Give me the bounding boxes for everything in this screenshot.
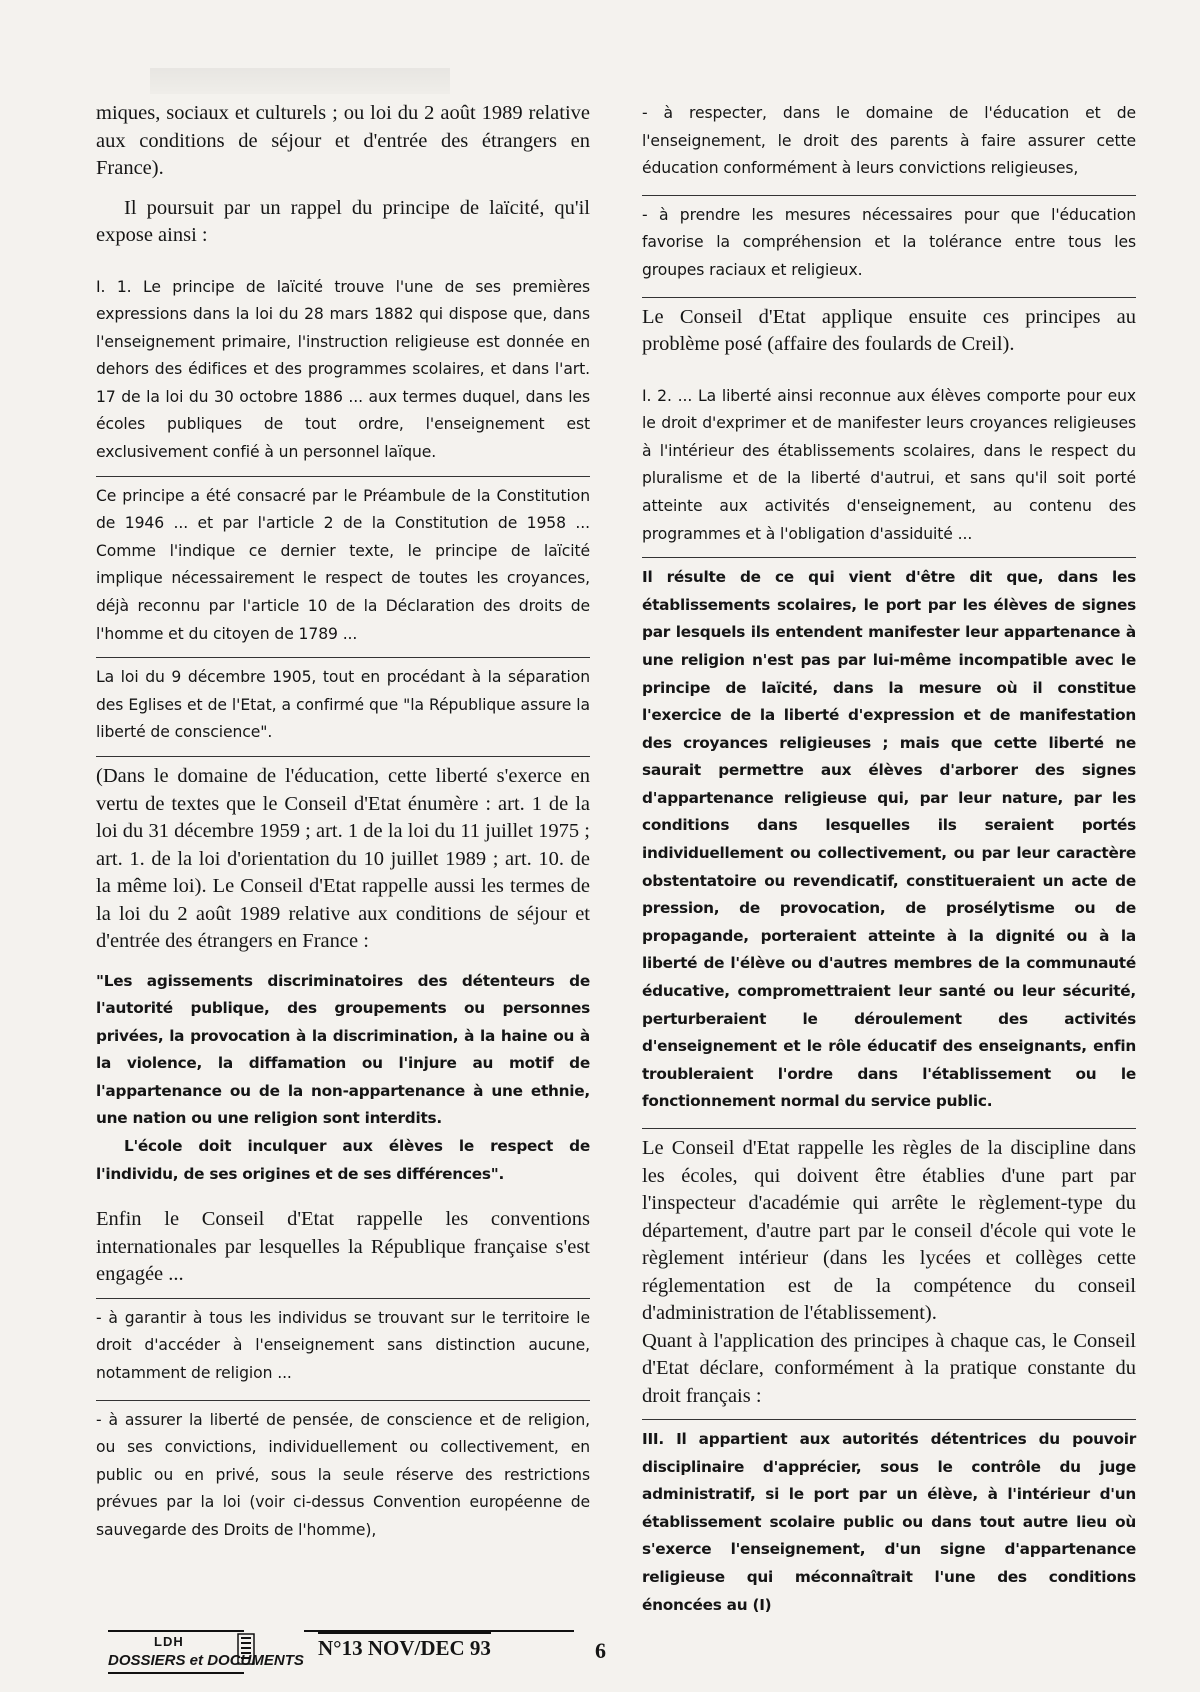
paragraph: (Dans le domaine de l'éducation, cette liberté s'exerce en vertu de textes que le Conseil d'Etat énumère : art. 1 de la loi du 31 décembre 1959 ; art. 1 de la loi du 11 juillet 1975 ; art. 1. de la loi d'orientation du 10 juillet 1989 ; art. 10. de la même loi). Le Conseil d'Etat rappelle aussi les termes de la loi du 2 août 1989 relative aux conditions de séjour et d'entrée des étrangers en France : [96,756,590,956]
bold-quote: "Les agissements discriminatoires des détenteurs de l'autorité publique, des groupements ou personnes privées, la provocation à la discrimination, à la haine ou à la violence, la diffamation ou l'injure au motif de l'appartenance ou de la non-appartenance à une ethnie, une nation ou une religion sont interdits. [96,971,590,1128]
list-item: - à prendre les mesures nécessaires pour que l'éducation favorise la compréhension et la tolérance entre tous les groupes raciaux et religieux. [642,195,1136,285]
quote-paragraph: La loi du 9 décembre 1905, tout en procédant à la séparation des Eglises et de l'Etat, a confirmé que "la République assure la liberté de conscience". [96,657,590,747]
paragraph: Quant à l'application des principes à chaque cas, le Conseil d'Etat déclare, conformément à la pratique constante du droit français : [642,1329,1136,1407]
logo-text: LDH [154,1634,184,1649]
paragraph: Le Conseil d'Etat rappelle les règles de la discipline dans les écoles, qui doivent être établies d'une part par l'inspecteur d'académie qui arrête le règlement-type du département, d'autre part par le conseil d'école qui vote le règlement intérieur (dans les lycées et collèges cette réglementation est de la compétence du conseil d'administration de l'établissement). [642,1128,1136,1328]
left-column [96,100,590,1545]
list-item: - à garantir à tous les individus se trouvant sur le territoire le droit d'accéder à l'enseignement sans distinction aucune, notamment de religion ... [96,1298,590,1388]
series-title: DOSSIERS et DOCUMENTS [108,1652,304,1669]
paragraph: miques, sociaux et culturels ; ou loi du 2 août 1989 relative aux conditions de séjour et d'entrée des étrangers en France). [96,102,590,179]
quote-paragraph: I. 1. Le principe de laïcité trouve l'une de ses premières expressions dans la loi du 28 mars 1882 qui dispose que, dans l'enseignement primaire, l'instruction religieuse est donnée en dehors des édifices et des programmes scolaires, et dans l'art. 17 de la loi du 30 octobre 1886 ... aux termes duquel, dans les écoles publiques de tout ordre, l'enseignement est exclusivement confié à un personnel laïque. [96,277,590,462]
list-item: - à assurer la liberté de pensée, de conscience et de religion, ou ses convictions, individuellement ou collectivement, en public ou en privé, sous la seule réserve des restrictions prévues par la loi (voir ci-dessus Convention européenne de sauvegarde des Droits de l'homme), [96,1400,590,1545]
right-column [642,100,1136,1619]
list-item: - à respecter, dans le domaine de l'éducation et de l'enseignement, le droit des parents à faire assurer cette éducation conformément à leurs convictions religieuses, [642,104,1136,178]
paragraph: Le Conseil d'Etat applique ensuite ces principes au problème posé (affaire des foulards de Creil). [642,297,1136,359]
paragraph: Enfin le Conseil d'Etat rappelle les conventions internationales par lesquelles la République française s'est engagée ... [96,1208,590,1286]
issue-label: N°13 NOV/DEC 93 [318,1632,491,1661]
show-through-heading [150,68,450,94]
emblem-icon [236,1632,256,1666]
paragraph: Il poursuit par un rappel du principe de laïcité, qu'il expose ainsi : [96,196,590,246]
bold-quote: L'école doit inculquer aux élèves le respect de l'individu, de ses origines et de ses différences". [96,1137,590,1183]
quote-paragraph: I. 2. ... La liberté ainsi reconnue aux élèves comporte pour eux le droit d'exprimer et de manifester leurs croyances religieuses à l'intérieur des établissements scolaires, dans le respect du pluralisme et de la liberté d'autrui, et sans qu'il soit porté atteinte aux activités d'enseignement, au contenu des programmes et à l'obligation d'assiduité ... [642,386,1136,543]
quote-paragraph: Ce principe a été consacré par le Préambule de la Constitution de 1946 ... et par l'article 2 de la Constitution de 1958 ... Comme l'indique ce dernier texte, le principe de laïcité implique nécessairement le respect de toutes les croyances, déjà reconnu par l'article 10 de la Déclaration des droits de l'homme et du citoyen de 1789 ... [96,476,590,649]
ldh-logo [108,1630,304,1674]
bold-quote: III. Il appartient aux autorités détentrices du pouvoir disciplinaire d'apprécier, sous le contrôle du juge administratif, si le port par un élève, à l'intérieur d'un établissement scolaire public ou dans tout autre lieu où s'exerce l'enseignement, d'un signe d'appartenance religieuse qui méconnaîtrait l'une des conditions énoncées au (I) [642,1419,1136,1619]
bold-quote: Il résulte de ce qui vient d'être dit que, dans les établissements scolaires, le port par les élèves de signes par lesquels ils entendent manifester leur appartenance à une religion n'est pas par lui-même incompatible avec le principe de laïcité, dans la mesure où il constitue l'exercice de la liberté d'expression et de manifestation des croyances religieuses ; mais que cette liberté ne saurait permettre aux élèves d'arborer des signes d'appartenance religieuse qui, par leur nature, par les conditions dans lesquelles ils seraient portés individuellement ou collectivement, ou par leur caractère obstentatoire ou revendicatif, constitueraient un acte de pression, de provocation, de prosélytisme ou de propagande, porteraient atteinte à la dignité ou à la liberté de l'élève ou d'autres membres de la communauté éducative, compromettraient leur santé ou leur sécurité, perturberaient le déroulement des activités d'enseignement et le rôle éducatif des enseignants, enfin troubleraient l'ordre dans l'établissement ou le fonctionnement normal du service public. [642,557,1136,1116]
page-number: 6 [595,1638,606,1663]
footer [108,1630,628,1676]
